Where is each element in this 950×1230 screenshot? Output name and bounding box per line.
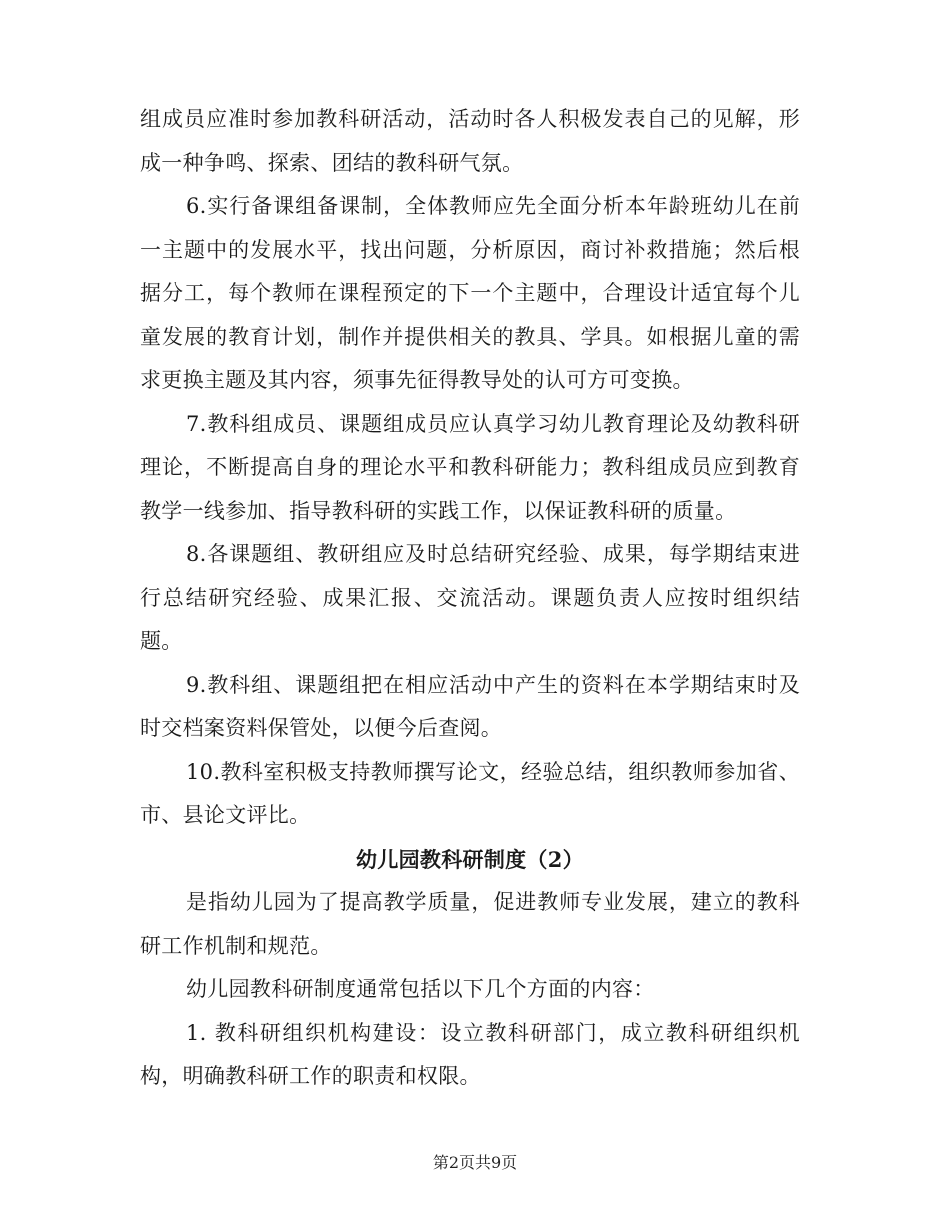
section-list-lead: 幼儿园教科研制度通常包括以下几个方面的内容： <box>186 977 655 1001</box>
paragraph-item-9: 9.教科组、课题组把在相应活动中产生的资料在本学期结束时及时交档案资料保管处，以便今后查阅。 <box>140 672 800 740</box>
document-body <box>140 98 800 1099</box>
paragraph-item-10: 10.教科室积极支持教师撰写论文，经验总结，组织教师参加省、市、县论文评比。 <box>140 759 800 827</box>
section-item-1: 1. 教科研组织机构建设：设立教科研部门，成立教科研组织机构，明确教科研工作的职责和权限。 <box>140 1020 800 1088</box>
paragraph-item-7: 7.教科组成员、课题组成员应认真学习幼儿教育理论及幼教科研理论，不断提高自身的理论水平和教科研能力；教科组成员应到教育教学一线参加、指导教科研的实践工作，以保证教科研的质量。 <box>140 411 800 523</box>
paragraph-continuation: 组成员应准时参加教科研活动，活动时各人积极发表自己的见解，形成一种争鸣、探索、团结的教科研气氛。 <box>140 107 800 175</box>
section-intro-paragraph: 是指幼儿园为了提高教学质量，促进教师专业发展，建立的教科研工作机制和规范。 <box>140 890 800 958</box>
paragraph-item-8: 8.各课题组、教研组应及时总结研究经验、成果，每学期结束进行总结研究经验、成果汇报、交流活动。课题负责人应按时组织结题。 <box>140 542 800 653</box>
section-title: 幼儿园教科研制度（2） <box>356 846 584 872</box>
page-number: 第2页共9页 <box>432 1153 518 1172</box>
paragraph-item-6: 6.实行备课组备课制，全体教师应先全面分析本年龄班幼儿在前一主题中的发展水平，找出问题，分析原因，商讨补救措施；然后根据分工，每个教师在课程预定的下一个主题中，合理设计适宜每个儿童发展的教育计划，制作并提供相关的教具、学具。如根据儿童的需求更换主题及其内容，须事先征得教导处的认可方可变换。 <box>140 194 800 392</box>
